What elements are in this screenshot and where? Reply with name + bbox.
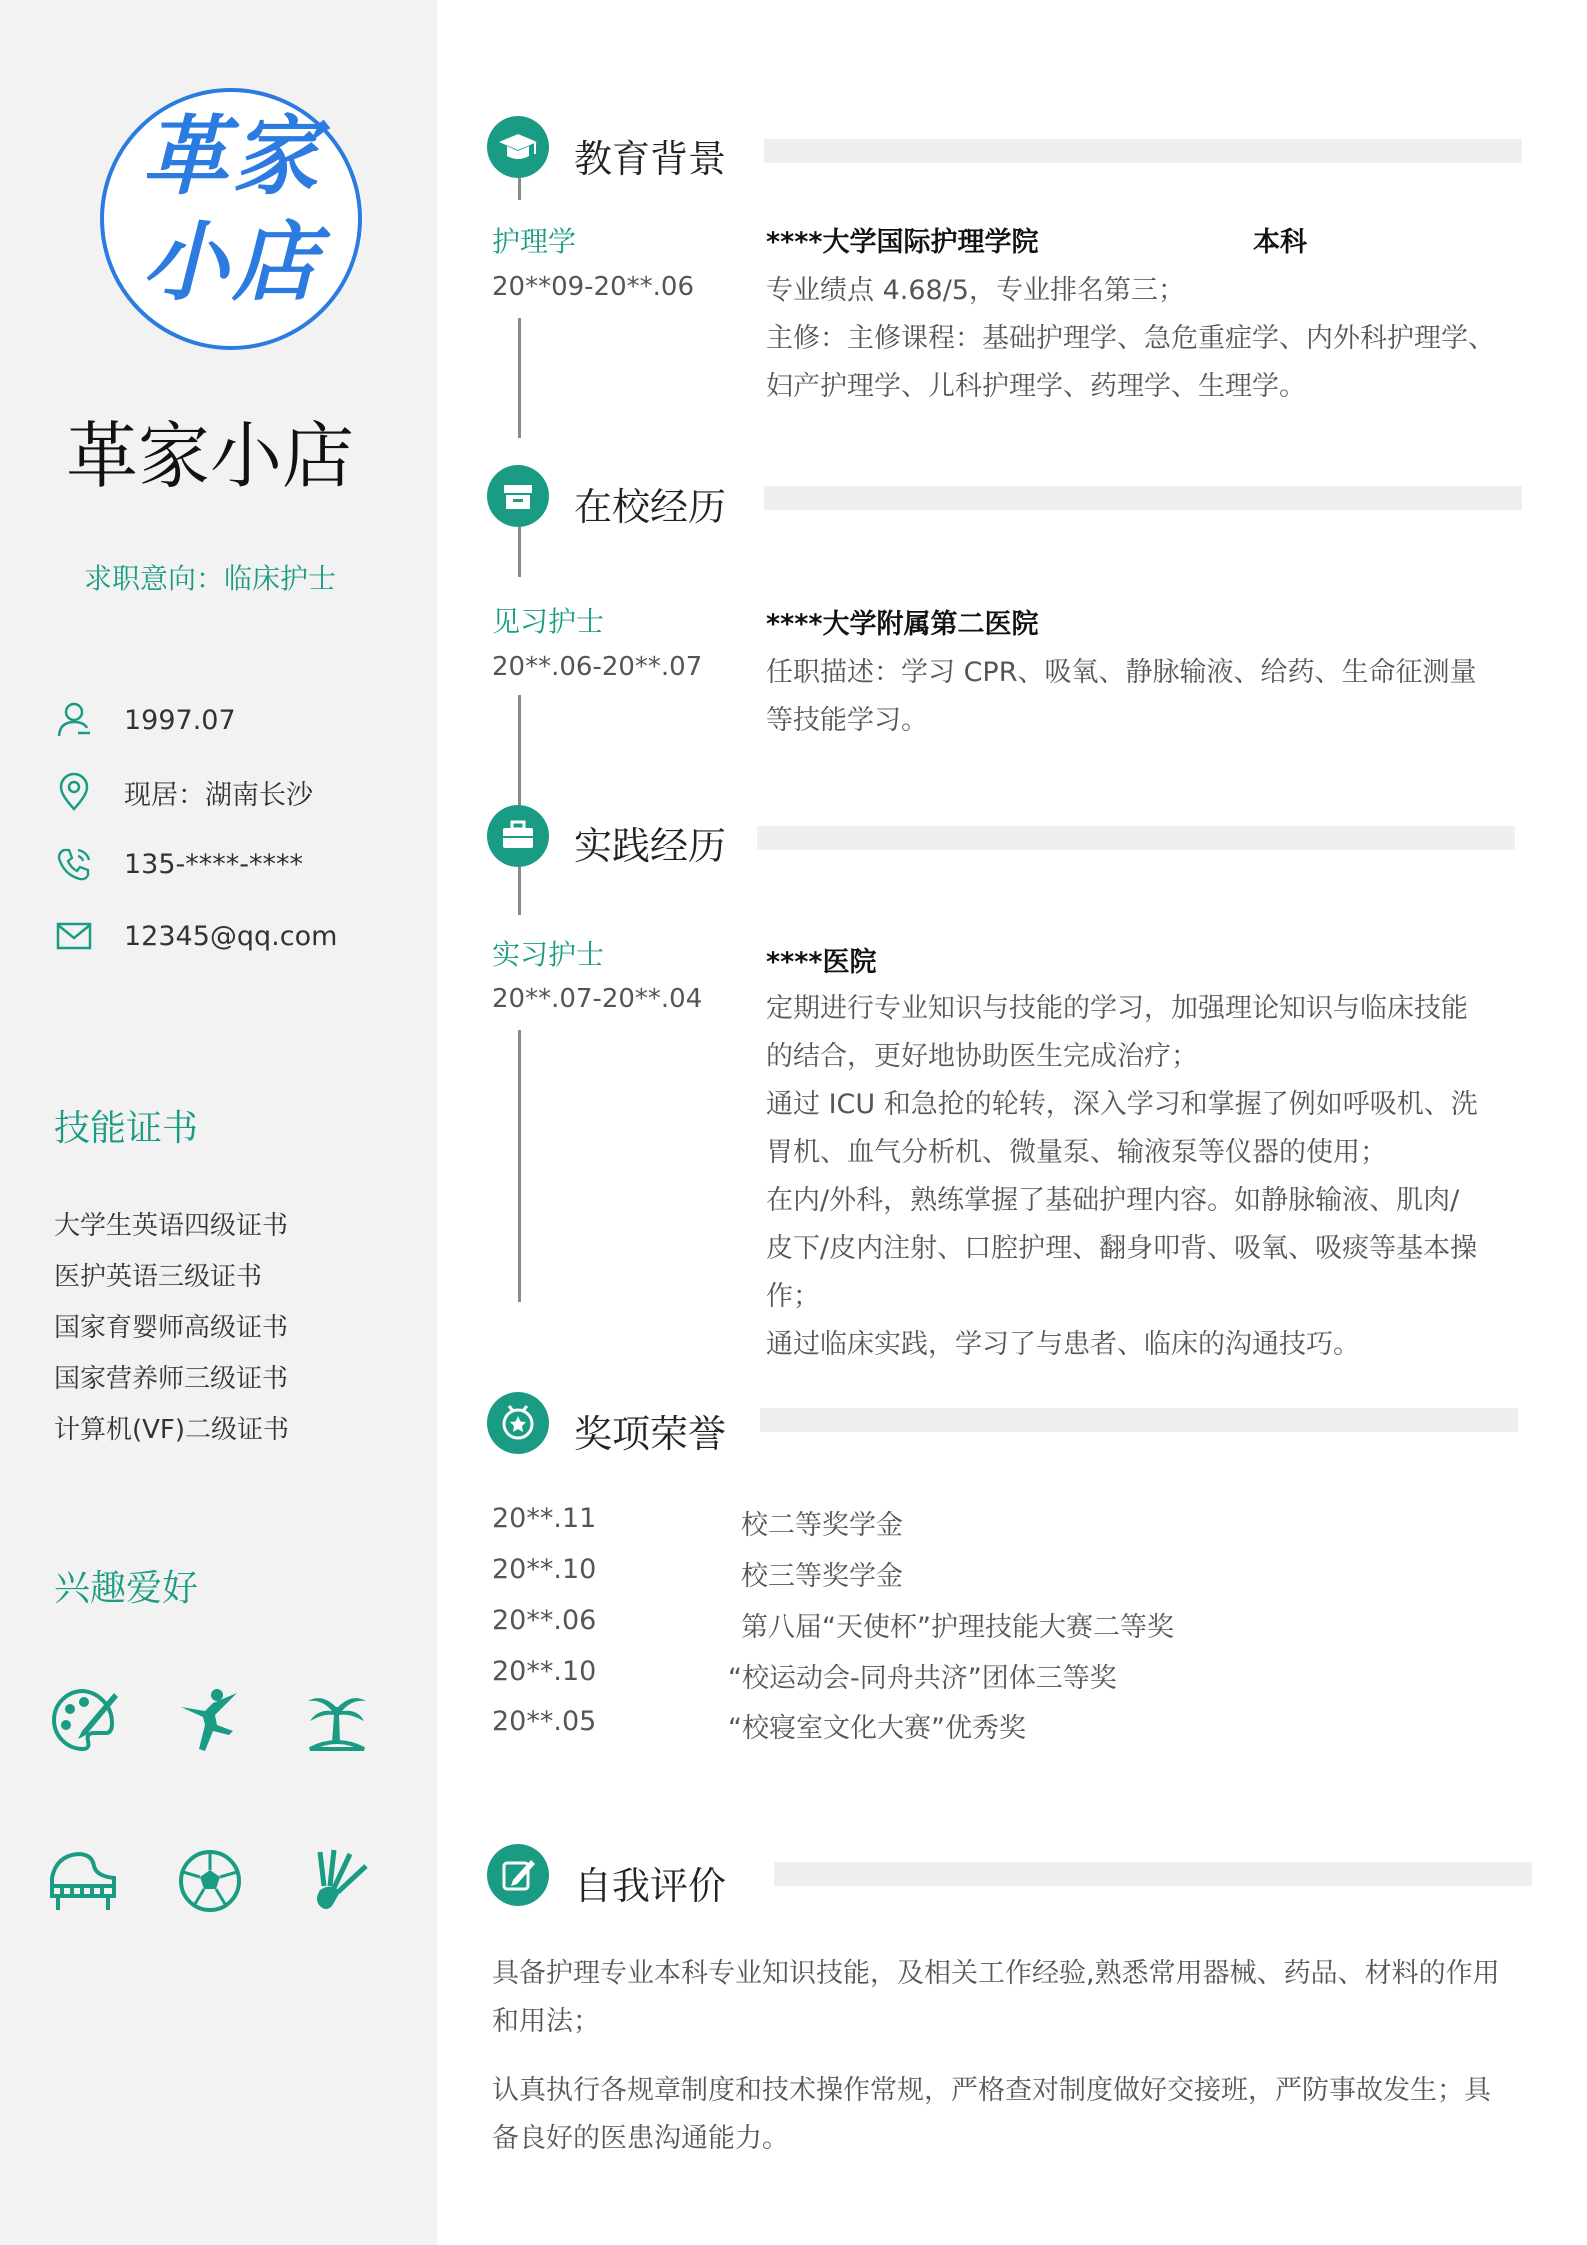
campus-role: 见习护士 xyxy=(492,605,605,638)
education-date: 20**09-20**.06 xyxy=(492,272,694,302)
section-divider xyxy=(774,1862,1532,1886)
education-major: 护理学 xyxy=(492,225,577,258)
phone-icon xyxy=(54,844,94,884)
location-text: 现居：湖南长沙 xyxy=(124,779,313,811)
hobbies-title: 兴趣爱好 xyxy=(54,1568,199,1609)
self-eval-line: 具备护理专业本科专业知识技能，及相关工作经验,熟悉常用器械、药品、材料的作用 xyxy=(492,1958,1500,1989)
section-divider xyxy=(764,139,1522,163)
gpa-text: 专业绩点 4.68/5，专业排名第三； xyxy=(766,275,1185,306)
timeline-line xyxy=(518,527,521,577)
education-section-icon xyxy=(487,116,549,178)
cert-item: 国家营养师三级证书 xyxy=(54,1364,289,1394)
mail-icon xyxy=(54,916,94,956)
timeline-line xyxy=(518,1030,521,1302)
logo-char: 小 xyxy=(142,212,228,313)
degree: 本科 xyxy=(1253,227,1307,258)
award-date: 20**.10 xyxy=(492,1656,597,1687)
practice-line: 胃机、血气分析机、微量泵、输液泵等仪器的使用； xyxy=(766,1137,1387,1168)
info-email xyxy=(54,916,337,956)
awards-title: 奖项荣誉 xyxy=(574,1412,727,1456)
timeline-line xyxy=(518,695,521,805)
timeline-line xyxy=(518,867,521,915)
shop-logo-seal xyxy=(100,88,362,350)
practice-title: 实践经历 xyxy=(574,824,727,868)
award-name: “校运动会-同舟共济”团体三等奖 xyxy=(728,1663,1117,1694)
school-name: ****大学国际护理学院 xyxy=(766,227,1039,258)
travel-icon xyxy=(302,1685,372,1755)
info-birth xyxy=(54,700,236,740)
practice-line: 皮下/皮内注射、口腔护理、翻身叩背、吸氧、吸痰等基本操 xyxy=(766,1233,1478,1264)
self-eval-paragraph xyxy=(492,1950,1537,2046)
section-divider xyxy=(760,1408,1518,1432)
education-title: 教育背景 xyxy=(574,137,727,181)
self-eval-line: 和用法； xyxy=(492,2006,600,2037)
courses-text: 妇产护理学、儿科护理学、药理学、生理学。 xyxy=(766,371,1306,402)
section-divider xyxy=(764,486,1522,510)
award-name: “校寝室文化大赛”优秀奖 xyxy=(728,1713,1026,1744)
campus-org: ****大学附属第二医院 xyxy=(766,609,1039,640)
award-name: 第八届“天使杯”护理技能大赛二等奖 xyxy=(741,1612,1174,1643)
piano-icon xyxy=(48,1846,118,1916)
briefcase-icon xyxy=(487,805,549,867)
section-divider xyxy=(757,826,1515,850)
award-name: 校二等奖学金 xyxy=(741,1510,903,1541)
job-intent: 求职意向：临床护士 xyxy=(83,562,336,595)
location-icon xyxy=(54,772,94,812)
self-eval-paragraph xyxy=(492,2067,1537,2163)
courses-text: 主修：主修课程：基础护理学、急危重症学、内外科护理学、 xyxy=(766,323,1495,354)
cert-item: 医护英语三级证书 xyxy=(54,1262,263,1292)
practice-org: ****医院 xyxy=(766,947,877,978)
award-date: 20**.11 xyxy=(492,1503,597,1534)
campus-desc: 等技能学习。 xyxy=(766,705,928,736)
phone-text: 135-****-**** xyxy=(124,848,304,880)
user-icon xyxy=(54,700,94,740)
painting-icon xyxy=(48,1685,118,1755)
cert-item: 计算机(VF)二级证书 xyxy=(54,1415,290,1445)
birth-text: 1997.07 xyxy=(124,704,236,736)
graduation-cap-icon xyxy=(487,116,549,178)
skills-title: 技能证书 xyxy=(54,1108,199,1149)
timeline-line xyxy=(518,178,521,200)
practice-line: 通过 ICU 和急抢的轮转，深入学习和掌握了例如呼吸机、洗 xyxy=(766,1089,1478,1120)
self-eval-line: 认真执行各规章制度和技术操作常规，严格查对制度做好交接班，严防事故发生；具 xyxy=(492,2075,1491,2106)
football-icon xyxy=(175,1846,245,1916)
award-name: 校三等奖学金 xyxy=(741,1561,903,1592)
logo-char: 革 xyxy=(142,106,228,207)
practice-line: 通过临床实践，学习了与患者、临床的沟通技巧。 xyxy=(766,1329,1360,1360)
award-date: 20**.06 xyxy=(492,1605,597,1636)
campus-desc: 任职描述：学习 CPR、吸氧、静脉输液、给药、生命征测量 xyxy=(766,657,1477,688)
medal-icon xyxy=(487,1392,549,1454)
badminton-icon xyxy=(302,1846,372,1916)
practice-line: 在内/外科，熟练掌握了基础护理内容。如静脉输液、肌肉/ xyxy=(766,1185,1460,1216)
practice-line: 作； xyxy=(766,1281,820,1312)
candidate-name: 革家小店 xyxy=(65,414,354,498)
campus-title: 在校经历 xyxy=(574,485,727,529)
self-eval-title: 自我评价 xyxy=(574,1864,727,1908)
awards-section-icon xyxy=(487,1392,549,1454)
logo-char: 店 xyxy=(232,212,318,313)
practice-role: 实习护士 xyxy=(492,938,605,971)
timeline-line xyxy=(518,318,521,438)
email-text: 12345@qq.com xyxy=(124,920,338,952)
info-phone xyxy=(54,844,303,884)
campus-section-icon xyxy=(487,465,549,527)
info-location xyxy=(54,772,313,812)
self-eval-section-icon xyxy=(487,1844,549,1906)
cert-item: 国家育婴师高级证书 xyxy=(54,1313,289,1343)
logo-char: 家 xyxy=(232,106,318,207)
practice-section-icon xyxy=(487,805,549,867)
award-date: 20**.10 xyxy=(492,1554,597,1585)
practice-line: 定期进行专业知识与技能的学习，加强理论知识与临床技能 xyxy=(766,993,1468,1024)
dance-icon xyxy=(175,1685,245,1755)
campus-date: 20**.06-20**.07 xyxy=(492,652,703,682)
box-icon xyxy=(487,465,549,527)
award-date: 20**.05 xyxy=(492,1706,597,1737)
practice-line: 的结合，更好地协助医生完成治疗； xyxy=(766,1041,1198,1072)
self-eval-line: 备良好的医患沟通能力。 xyxy=(492,2123,789,2154)
edit-icon xyxy=(487,1844,549,1906)
cert-item: 大学生英语四级证书 xyxy=(54,1211,289,1241)
practice-date: 20**.07-20**.04 xyxy=(492,984,703,1014)
